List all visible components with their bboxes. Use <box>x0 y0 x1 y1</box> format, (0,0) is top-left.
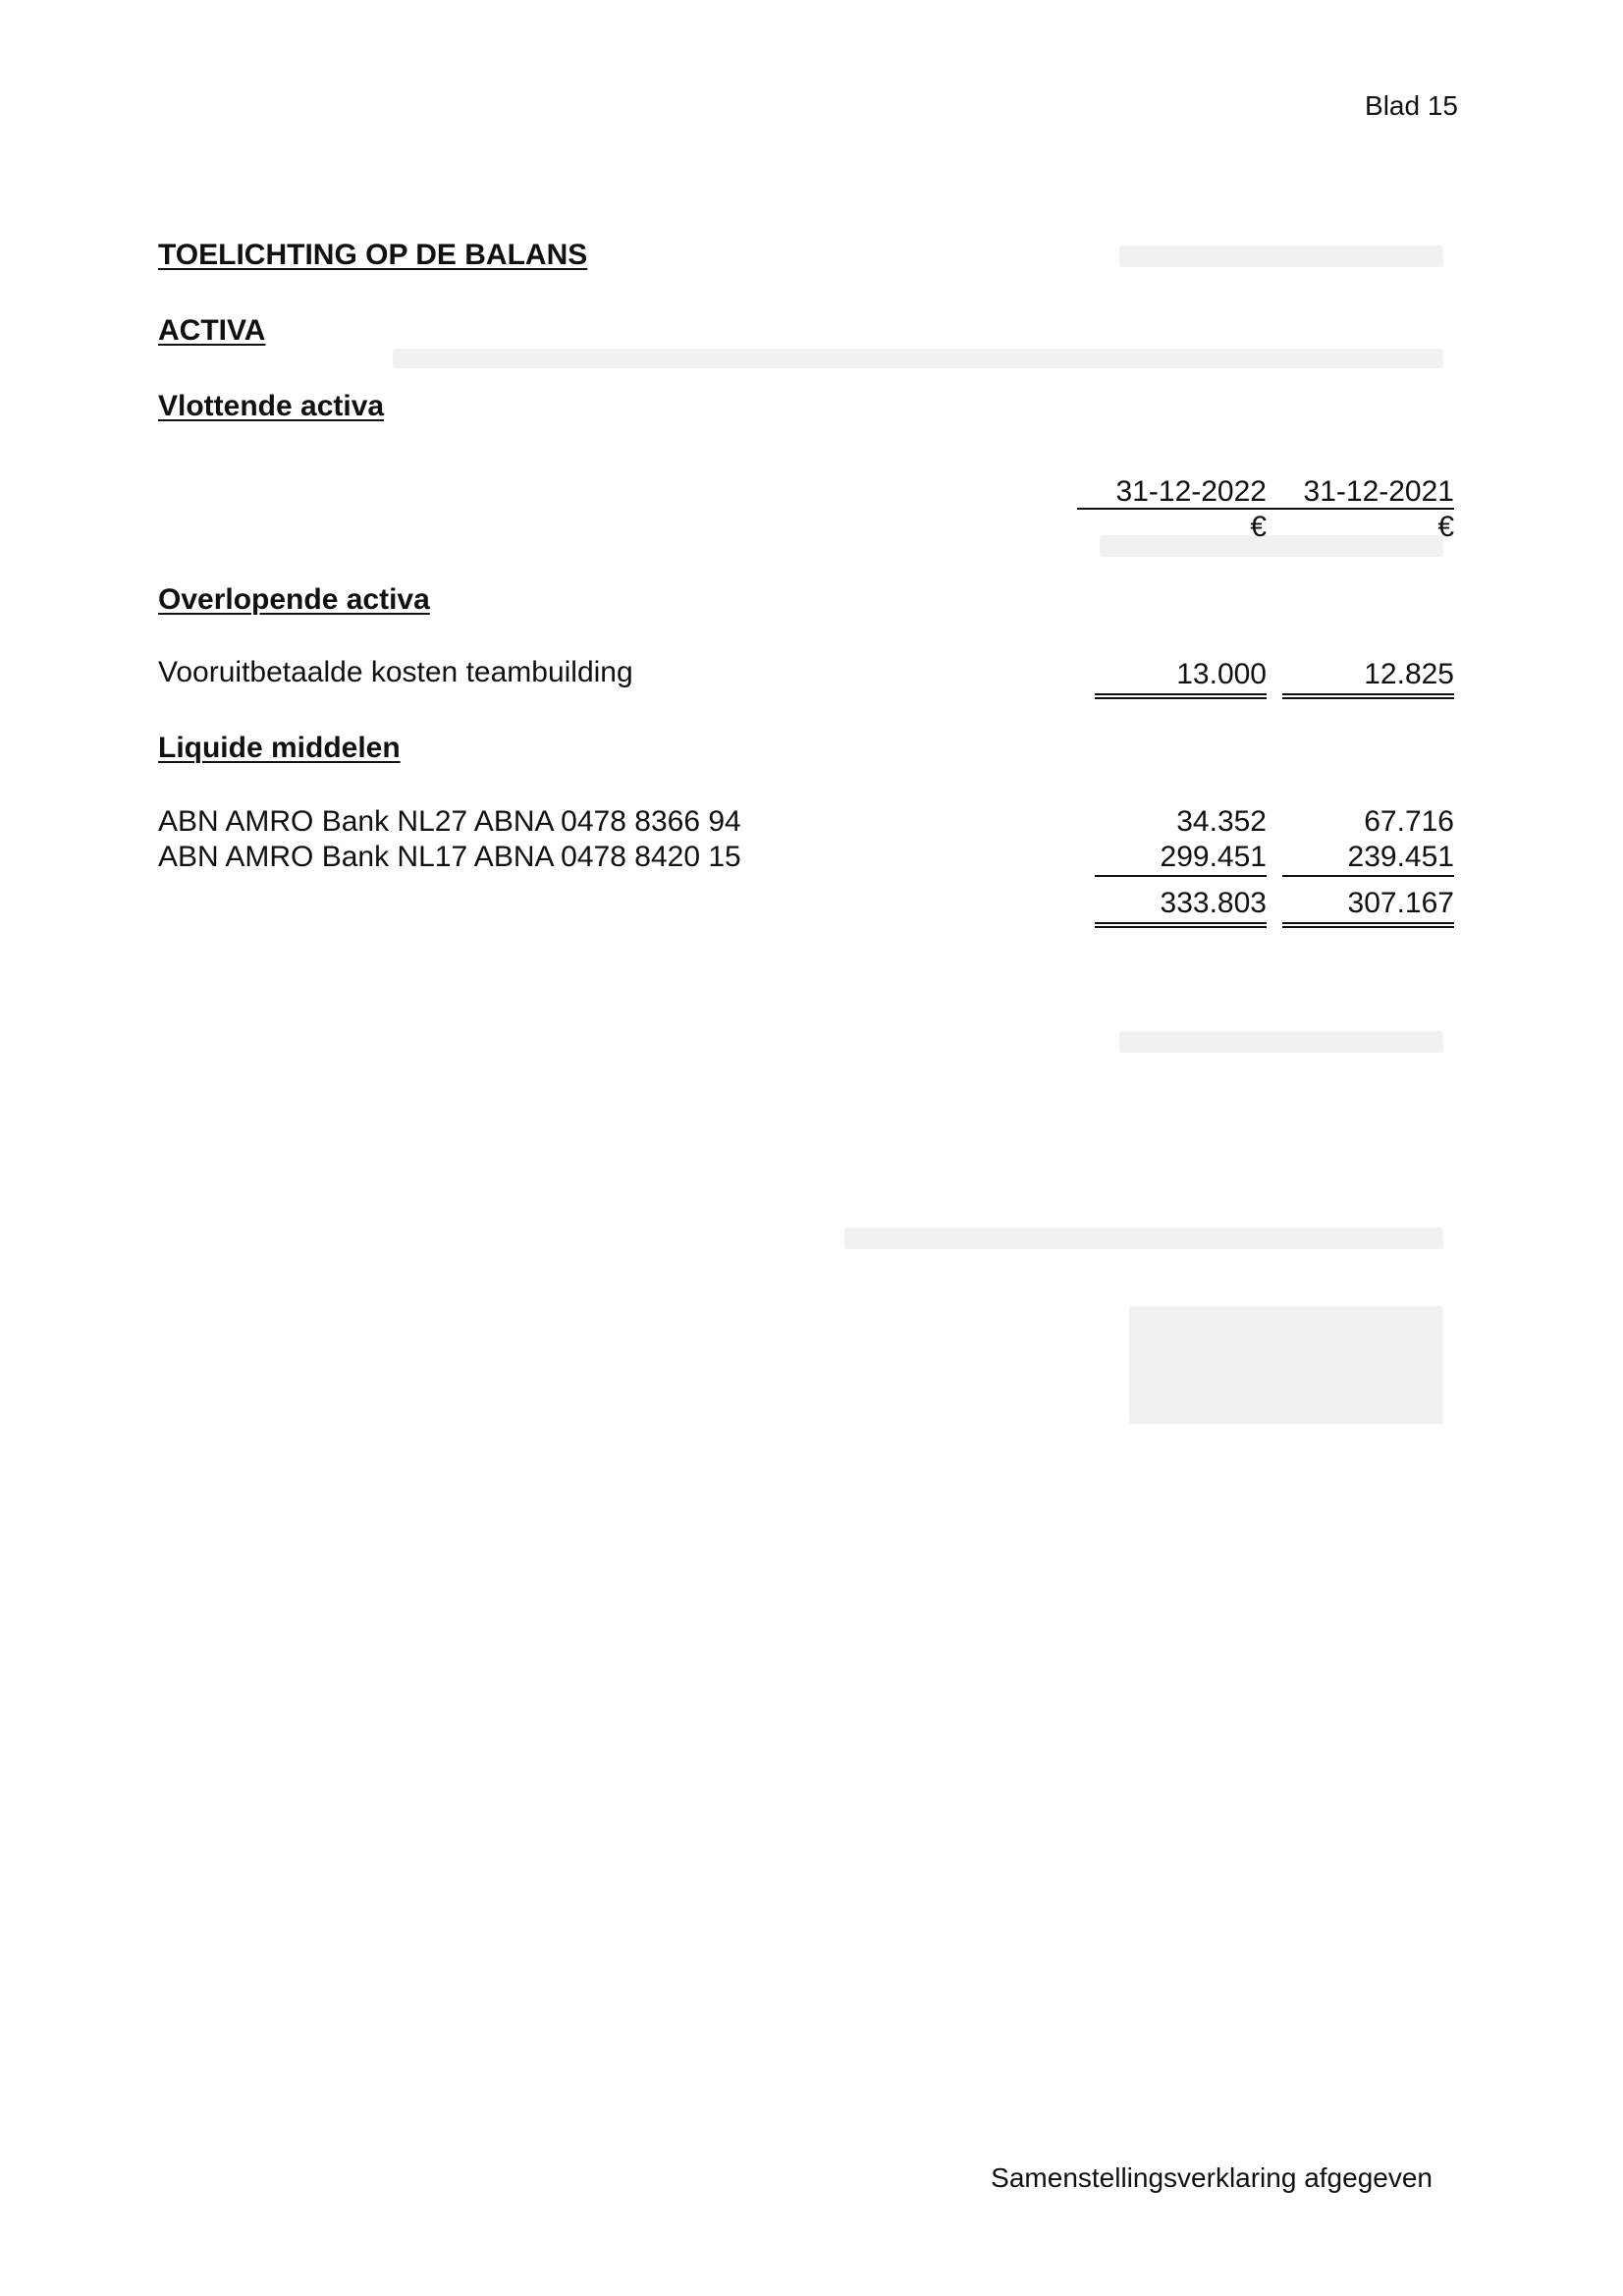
double-underline <box>1282 922 1454 928</box>
bank-row-label: ABN AMRO Bank NL17 ABNA 0478 8420 15 <box>158 841 741 873</box>
footer-note: Samenstellingsverklaring afgegeven <box>991 2162 1433 2193</box>
double-underline <box>1282 693 1454 699</box>
bleed-through-artifact <box>1129 1306 1443 1424</box>
subtotal-underline <box>1095 875 1267 877</box>
row-label: Vooruitbetaalde kosten teambuilding <box>158 656 633 688</box>
bank-row-label: ABN AMRO Bank NL27 ABNA 0478 8366 94 <box>158 805 741 838</box>
page-title: TOELICHTING OP DE BALANS <box>158 239 588 271</box>
currency-symbol-2021: € <box>1437 511 1454 543</box>
total-value-2021: 307.167 <box>1347 887 1454 919</box>
bank-row-value-2021: 239.451 <box>1347 841 1454 873</box>
double-underline <box>1095 922 1267 928</box>
column-header-2021: 31-12-2021 <box>1303 475 1454 508</box>
heading-liquide-middelen: Liquide middelen <box>158 732 401 764</box>
page-number: Blad 15 <box>1365 90 1458 121</box>
header-underline <box>1077 508 1267 510</box>
subtotal-underline <box>1282 875 1454 877</box>
section-heading-activa: ACTIVA <box>158 314 266 347</box>
row-value-2021: 12.825 <box>1364 658 1454 690</box>
bank-row-value-2022: 34.352 <box>1176 805 1267 838</box>
heading-overlopende-activa: Overlopende activa <box>158 583 430 616</box>
total-value-2022: 333.803 <box>1160 887 1267 919</box>
column-header-2022: 31-12-2022 <box>1115 475 1267 508</box>
bleed-through-artifact <box>393 349 1443 368</box>
subsection-heading-vlottende-activa: Vlottende activa <box>158 390 385 422</box>
bank-row-value-2021: 67.716 <box>1364 805 1454 838</box>
row-value-2022: 13.000 <box>1176 658 1267 690</box>
bank-row-value-2022: 299.451 <box>1160 841 1267 873</box>
bleed-through-artifact <box>1119 1031 1443 1053</box>
double-underline <box>1095 693 1267 699</box>
bleed-through-artifact <box>844 1228 1443 1249</box>
currency-symbol-2022: € <box>1250 511 1267 543</box>
header-underline <box>1265 508 1454 510</box>
bleed-through-artifact <box>1119 246 1443 267</box>
